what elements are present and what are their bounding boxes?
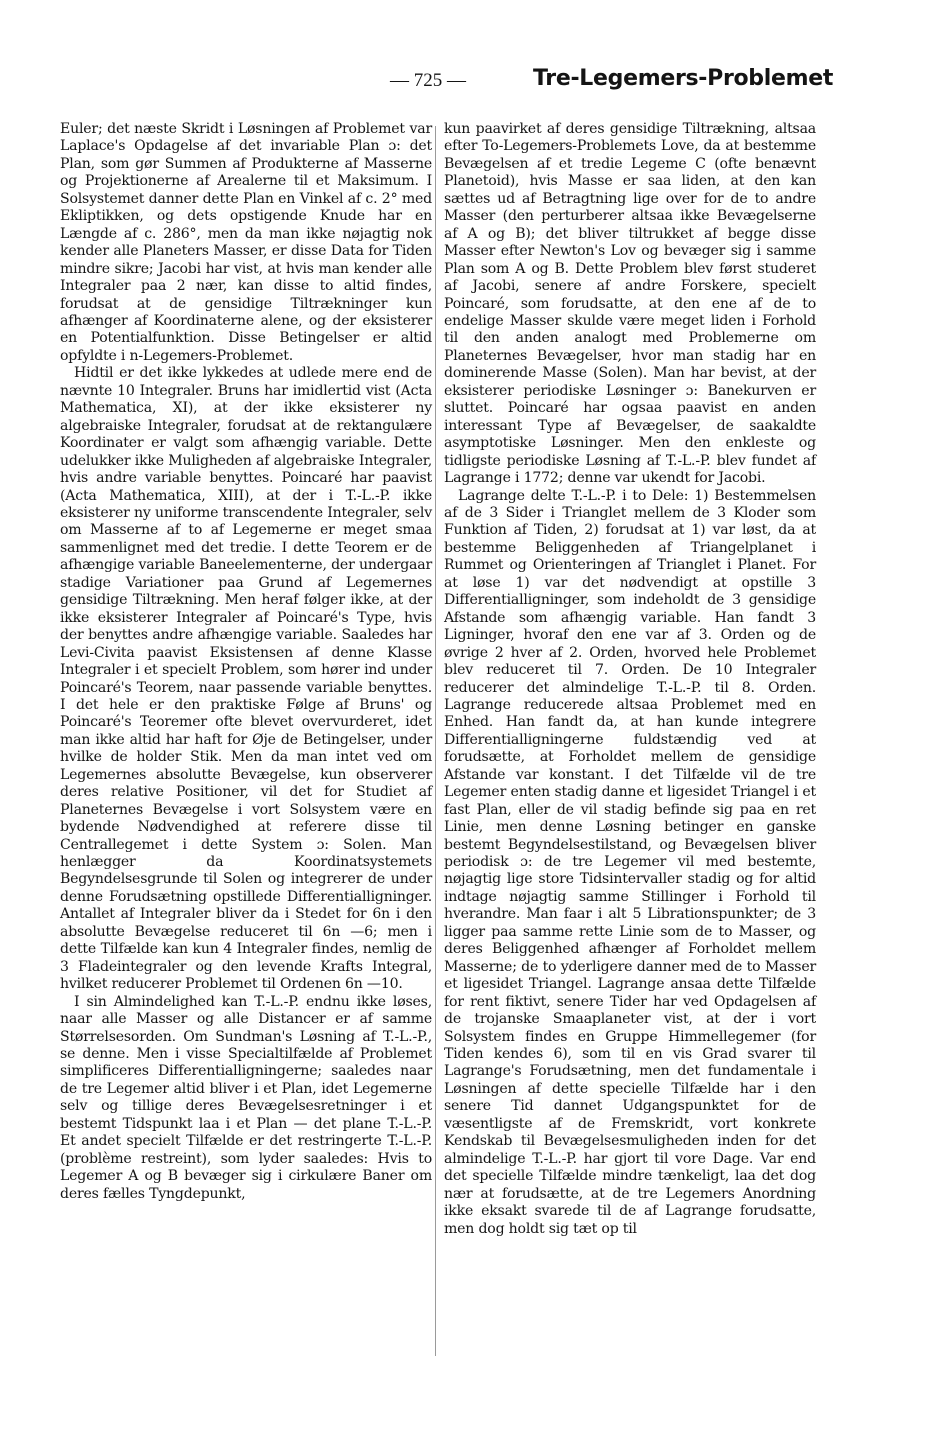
right-column — [444, 121, 816, 1238]
paragraph: Hidtil er det ikke lykkedes at udlede mere end de nævnte 10 Integraler. Bruns har imidlertid vist (Acta Mathematica, XI), at der ikke eksisterer ny algebraiske Integraler, forudsat at de rektangulære Koordinater er valgt som afhængig variable. Dette udelukker ikke Muligheden af algebraiske Integraler, hvis andre variable benyttes. Poincaré har paavist (Acta Mathematica, XIII), at der i T.-L.-P. ikke eksisterer ny uniforme transcendente Integraler, selv om Masserne af to af Legemerne er meget smaa sammenlignet med det tredie. I dette Teorem er de afhængige variable Baneelementerne, der undergaar stadige Variationer paa Grund af Legemernes gensidige Tiltrækning. Men heraf følger ikke, at der ikke eksisterer Integraler af Poincaré's Type, hvis der benyttes andre afhængige variable. Saaledes har Levi-Civita paavist Eksistensen af denne Klasse Integraler i et specielt Problem, som hører ind under Poincaré's Teorem, naar passende variable benyttes. I det hele er den praktiske Følge af Bruns' og Poincaré's Teoremer ofte blevet overvurderet, idet man ikke altid har haft for Øje de Betingelser, under hvilke de holder Stik. Men da man intet ved om Legemernes absolutte Bevægelse, kun observerer deres relative Positioner, vil det for Studiet af Planeternes Bevægelse i vort Solsystem være en bydende Nødvendighed at referere disse til Centrallegemet i dette System ɔ: Solen. Man henlægger da Koordinatsystemets Begyndelsesgrunde til Solen og integrerer de under denne Forudsætning opstillede Differentialligninger. Antallet af Integraler bliver da i Stedet for 6n i den absolutte Bevægelse reduceret til 6n —6; men i dette Tilfælde kan kun 4 Integraler findes, nemlig de 3 Fladeintegraler og den levende Krafts Integral, hvilket reducerer Problemet til Ordenen 6n —10. — [60, 365, 432, 993]
paragraph: Lagrange delte T.-L.-P. i to Dele: 1) Bestemmelsen af de 3 Sider i Trianglet mellem de 3 Kloder som Funktion af Tiden, 2) forudsat at 1) var løst, da at bestemme Beliggenheden af Triangelplanet i Rummet og Orienteringen af Trianglet i Planet. For at løse 1) var det nødvendigt at opstille 3 Differentialligninger, som indeholdt de 3 gensidige Afstande som afhængig variable. Han fandt 3 Ligninger, hvoraf den ene var af 3. Orden og de øvrige 2 hver af 2. Orden, hvorved hele Problemet blev reduceret til 7. Orden. De 10 Integraler reducerer det almindelige T.-L.-P. til 8. Orden. Lagrange reducerede altsaa Problemet med en Enhed. Han fandt da, at han kunde integrere Differentialligningerne fuldstændig ved at forudsætte, at Forholdet mellem de gensidige Afstande var konstant. I det Tilfælde vil de tre Legemer enten stadig danne et ligesidet Triangel i et fast Plan, eller de vil stadig befinde sig paa en ret Linie, men denne Løsning betinger en ganske bestemt Begyndelsestilstand, og Bevægelsen bliver periodisk ɔ: de tre Legemer vil med bestemte, nøjagtig lige store Tidsintervaller stadig og for altid indtage nøjagtig samme Stillinger i Forhold til hverandre. Man faar i alt 5 Librationspunkter; de 3 ligger paa samme rette Linie som de to Masser, og deres Beliggenhed afhænger af Forholdet mellem Masserne; de to yderligere danner med de to Masser et ligesidet Triangel. Lagrange ansaa dette Tilfælde for rent fiktivt, senere Tider har ved Opdagelsen af de trojanske Smaaplaneter vist, at der i vort Solsystem findes en Gruppe Himmellegemer (for Tiden kendes 6), som til en vis Grad svarer til Lagrange's Forudsætning, men det fundamentale i Løsningen af dette specielle Tilfælde har i den senere Tid dannet Udgangspunktet for de væsentligste af de Fremskridt, vort konkrete Kendskab til Bevægelsesmuligheden inden for det almindelige T.-L.-P. har gjort til vore Dage. Var end det specielle Tilfælde mindre tænkeligt, laa det dog nær at forudsætte, at de tre Legemers Anordning ikke eksakt svarede til de af Lagrange forudsatte, men dog holdt sig tæt op til — [444, 487, 816, 1237]
paragraph: kun paavirket af deres gensidige Tiltrækning, altsaa efter To-Legemers-Problemets Love, da at bestemme Bevægelsen af et tredie Legeme C (ofte benævnt Planetoid), hvis Masse er saa liden, at den kan sættes ud af Betragtning lige over for de to andre Masser (den perturberer altsaa ikke Bevægelserne af A og B); det bliver tiltrukket af begge disse Masser efter Newton's Lov og bevæger sig i samme Plan som A og B. Dette Problem blev først studeret af Jacobi, senere af andre Forskere, specielt Poincaré, som forudsatte, at den ene af de to endelige Masser skulde være meget liden i Forhold til den anden analogt med Problemerne om Planeternes Bevægelser, hvor man stadig har en dominerende Masse (Solen). Man har bevist, at der eksisterer periodiske Løsninger ɔ: Banekurven er sluttet. Poincaré har ogsaa paavist en anden interessant Type af Bevægelser, de saakaldte asymptotiske Løsninger. Men den enkleste og tidligste periodiske Løsning af T.-L.-P. blev fundet af Lagrange i 1772; denne var ukendt for Jacobi. — [444, 121, 816, 487]
page-number: — 725 — — [390, 70, 466, 91]
page-header — [0, 66, 928, 100]
paragraph: I sin Almindelighed kan T.-L.-P. endnu ikke løses, naar alle Masser og alle Distancer er af samme Størrelsesorden. Om Sundman's Løsning af T.-L.-P., se denne. Men i visse Specialtilfælde af Problemet simplificeres Differentialligningerne; saaledes naar de tre Legemer altid bliver i et Plan, idet Legemerne selv og tillige deres Bevægelsesretninger i et bestemt Tidspunkt laa i et Plan — det plane T.-L.-P. Et andet specielt Tilfælde er det restringerte T.-L.-P. (problème restreint), som lyder saaledes: Hvis to Legemer A og B bevæger sig i cirkulære Baner om deres fælles Tyngdepunkt, — [60, 993, 432, 1202]
paragraph: Euler; det næste Skridt i Løsningen af Problemet var Laplace's Opdagelse af det invariable Plan ɔ: det Plan, som gør Summen af Produkterne af Masserne og Projektionerne af Arealerne til et Maksimum. I Solsystemet danner dette Plan en Vinkel af c. 2° med Ekliptikken, og dets opstigende Knude har en Længde af c. 286°, men da man ikke nøjagtig nok kender alle Planeters Masser, er disse Data for Tiden mindre sikre; Jacobi har vist, at hvis man kender alle Integraler paa 2 nær, kan disse to altid findes, forudsat at de gensidige Tiltrækninger kun afhænger af Koordinaterne alene, og der eksisterer en Potentialfunktion. Disse Betingelser er altid opfyldte i n-Legemers-Problemet. — [60, 121, 432, 364]
page-title: Tre-Legemers-Problemet — [533, 66, 834, 91]
left-column — [60, 121, 432, 1203]
column-divider — [435, 126, 436, 1356]
